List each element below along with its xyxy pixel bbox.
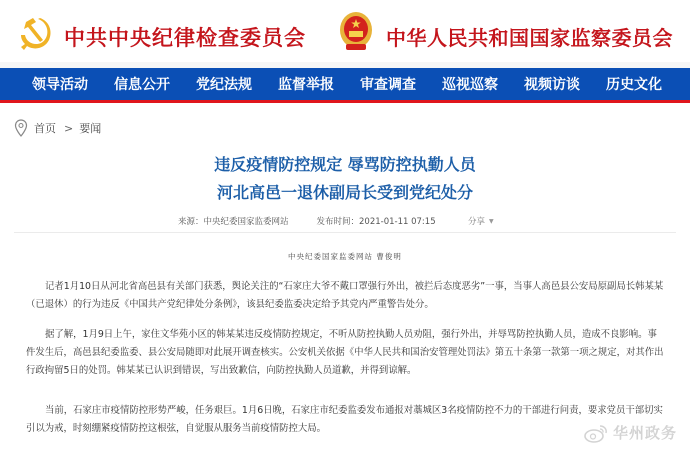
weibo-icon	[583, 423, 609, 443]
publish-time: 发布时间：2021-01-11 07:15	[316, 217, 436, 227]
nav-item-inspection[interactable]: 巡视巡察	[442, 77, 498, 93]
main-nav	[0, 68, 690, 100]
breadcrumb-current[interactable]: 要闻	[79, 122, 102, 135]
breadcrumb	[14, 118, 101, 138]
nav-item-video[interactable]: 视频访谈	[524, 77, 580, 93]
nav-item-leadership[interactable]: 领导活动	[32, 77, 88, 93]
nsc-title[interactable]: 中华人民共和国国家监察委员会	[386, 26, 673, 50]
national-emblem-icon[interactable]	[338, 10, 374, 54]
article-paragraph: 当前，石家庄市疫情防控形势严峻，任务艰巨。1月6日晚，石家庄市纪委监委发布通报对藁城区3名疫情防控不力的干部进行问责，要求党员干部切实引以为戒，时刻绷紧疫情防控这根弦，自觉服从服务当前疫情防控大局。	[26, 405, 663, 434]
party-emblem-icon[interactable]	[16, 14, 56, 54]
article-title-line-2: 河北高邑一退休副局长受到党纪处分	[216, 183, 473, 202]
article-title-line-1: 违反疫情防控规定 辱骂防控执勤人员	[214, 155, 476, 174]
nav-item-regulations[interactable]: 党纪法规	[196, 77, 252, 93]
article-paragraph: 据了解，1月9日上午，家住文华苑小区的韩某某违反疫情防控规定，不听从防控执勤人员劝阻，强行外出，并辱骂防控执勤人员，造成不良影响。事件发生后，高邑县纪委监委、县公安局随即对此展开调查核实。公安机关依据《中华人民共和国治安管理处罚法》第五十条第一款第一项之规定，对其作出行政拘留5日的处罚。韩某某已认识到错误，写出致歉信，向防控执勤人员道歉，并得到谅解。	[26, 329, 664, 376]
article-meta	[178, 215, 494, 227]
watermark-text: 华州政务	[613, 424, 678, 442]
share-button[interactable]	[468, 215, 494, 227]
share-label: 分享	[468, 217, 486, 227]
location-pin-icon	[14, 119, 28, 137]
article-paragraph: 记者1月10日从河北省高邑县有关部门获悉，舆论关注的“石家庄大爷不戴口罩强行外出，被拦后态度恶劣”一事，当事人高邑县公安局原副局长韩某某（已退休）的行为违反《中国共产党纪律处分条例》，该县纪委监委决定给予其党内严重警告处分。	[26, 281, 664, 310]
article-source: 来源：中央纪委国家监委网站	[178, 217, 289, 227]
meta-divider	[14, 232, 676, 233]
nav-item-disclosure[interactable]: 信息公开	[114, 77, 170, 93]
nav-item-history[interactable]: 历史文化	[606, 77, 662, 93]
chevron-down-icon: ▼	[489, 217, 494, 225]
article-byline: 中央纪委国家监委网站 曹俊明	[288, 252, 402, 261]
ccdi-title[interactable]: 中共中央纪律检查委员会	[64, 25, 306, 50]
watermark	[583, 422, 677, 443]
nav-underline	[0, 100, 690, 103]
site-header	[0, 0, 690, 64]
nav-item-report[interactable]: 监督举报	[278, 77, 334, 93]
nav-item-investigation[interactable]: 审查调查	[360, 77, 416, 93]
breadcrumb-separator: >	[64, 121, 74, 135]
breadcrumb-home[interactable]: 首页	[34, 122, 56, 135]
